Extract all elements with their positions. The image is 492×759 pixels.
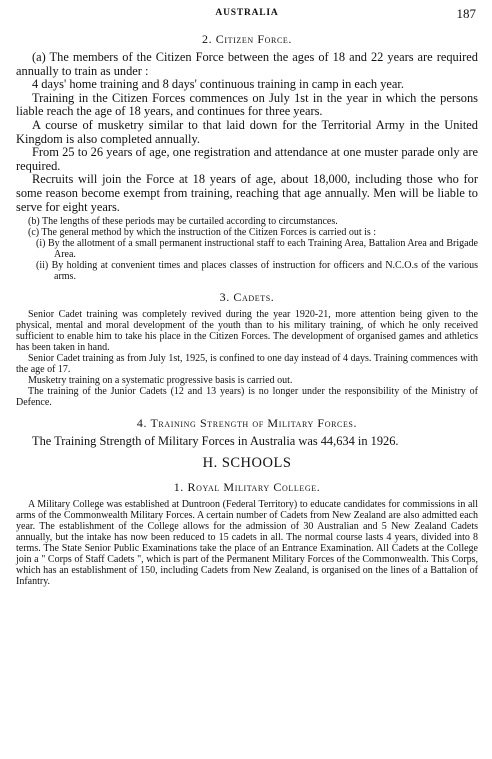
paragraph: Musketry training on a systematic progressive basis is carried out.: [28, 375, 293, 387]
running-title: AUSTRALIA: [215, 8, 279, 18]
list-item: (i) By the allotment of a small permanent instructional staff to each Training Area, Battalion Area and Brigade Area.: [36, 238, 478, 261]
paragraph: Training in the Citizen Forces commences on July 1st in the year in which the persons liable reach the age of 18 years, and continues for three years.: [16, 90, 478, 119]
training-strength-section: [16, 416, 478, 449]
running-head: [16, 6, 478, 24]
paragraph: A Military College was established at Duntroon (Federal Territory) to educate candidates for commissions in all arms of the Commonwealth Military Forces. A certain number of Cadets from New Zealand are also admitted each year. The establishment of the College allows for the admission of 30 Australian and 5 New Zealand Cadets annually, but the intake has now been reduced to 15 cadets in all. The normal course lasts 4 years, divided into 8 terms. The State Senior Public Examinations take the place of an Entrance Examination. All Cadets at the College join a " Corps of Staff Cadets ", which is part of the Permanent Military Forces of the Commonwealth. This Corps, which has an establishment of 150, including Cadets from New Zealand, is organised on the lines of a Battalion of Infantry.: [16, 498, 478, 587]
chapter-heading-schools: H. SCHOOLS: [202, 454, 292, 471]
page-number: 187: [456, 6, 476, 21]
section-heading-cadets: 3. Cadets.: [219, 290, 275, 305]
paragraph: (a) The members of the Citizen Force between the ages of 18 and 22 years are required annually to train as under :: [16, 50, 478, 78]
paragraph: The training of the Junior Cadets (12 and 13 years) is no longer under the responsibility of the Ministry of Defence.: [16, 386, 478, 409]
section-heading-citizen-force: 2. Citizen Force.: [202, 32, 292, 46]
paragraph: Senior Cadet training was completely revived during the year 1920-21, more attention being given to the physical, mental and moral development of the youth than to his military training, of which he only received sufficient to enable him to take his place in the Citizen Forces. The development of organised games and athletics has been taken in hand.: [16, 309, 478, 354]
paragraph: 4 days' home training and 8 days' continuous training in camp in each year.: [32, 77, 404, 92]
schools-section: [16, 455, 478, 587]
paragraph: The Training Strength of Military Forces in Australia was 44,634 in 1926.: [32, 434, 399, 449]
paragraph: Senior Cadet training as from July 1st, 1925, is confined to one day instead of 4 days. Training commences with the age of 17.: [16, 353, 478, 376]
cadets-section: [16, 290, 478, 408]
section-heading-royal-military-college: 1. Royal Military College.: [173, 479, 321, 494]
paragraph: (c) The general method by which the instruction of the Citizen Forces is carried out is :: [28, 227, 377, 239]
paragraph: (b) The lengths of these periods may be curtailed according to circumstances.: [28, 216, 338, 228]
paragraph: A course of musketry similar to that laid down for the Territorial Army in the United Kingdom is also completed annually.: [16, 117, 478, 146]
list-item: (ii) By holding at convenient times and places classes of instruction for officers and N.C.O.s of the various arms.: [36, 260, 478, 283]
paragraph: From 25 to 26 years of age, one registration and attendance at one muster parade only are required.: [16, 145, 478, 173]
citizen-force-section: [16, 32, 478, 282]
section-heading-training-strength: 4. Training Strength of Military Forces.: [136, 416, 358, 431]
paragraph: Recruits will join the Force at 18 years of age, about 18,000, including those who for some reason become exempt from training, reaching that age annually. Men will be liable to serve for eight years.: [16, 172, 478, 214]
